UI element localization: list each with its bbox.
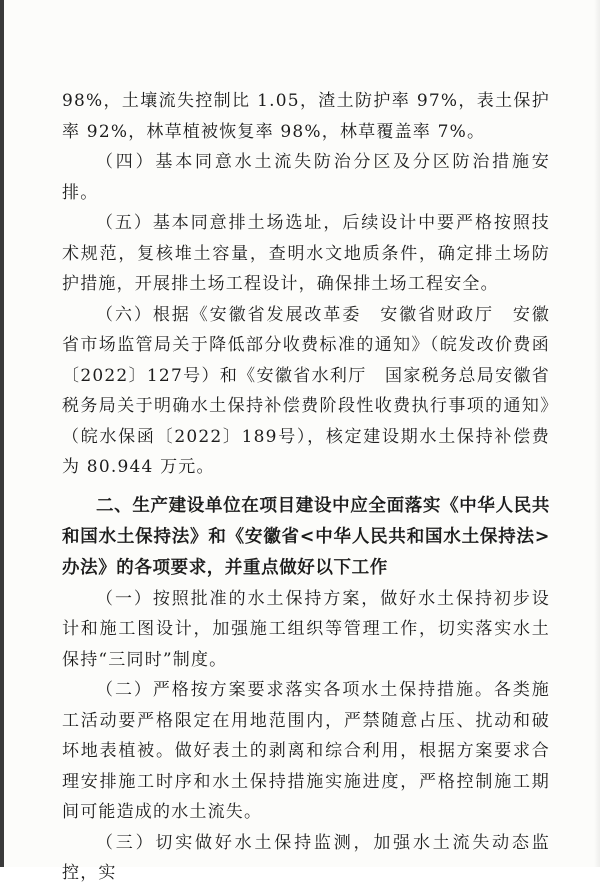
section-heading-2: 二、生产建设单位在项目建设中应全面落实《中华人民共和国水土保持法》和《安徽省<中华人民共和国水土保持法>办法》的各项要求，并重点做好以下工作 <box>62 495 550 578</box>
paragraph-requirement-1: （一）按照批准的水土保持方案，做好水土保持初步设计和施工图设计，加强施工组织等管理工作，切实落实水土保持“三同时”制度。 <box>62 588 550 670</box>
document-body <box>62 86 550 889</box>
scan-edge-shadow <box>594 0 600 867</box>
paragraph-item-5: （五）基本同意排土场选址，后续设计中要严格按照技术规范，复核堆土容量，查明水文地质条件，确定排土场防护措施，开展排土场工程设计，确保排土场工程安全。 <box>62 213 550 294</box>
paragraph-item-6: （六）根据《安徽省发展改革委 安徽省财政厅 安徽省市场监管局关于降低部分收费标准的通知》（皖发改价费函〔2022〕127号）和《安徽省水利厅 国家税务总局安徽省税务局关于明确水土保持补偿费阶段性收费执行事项的通知》（皖水保函〔2022〕189号），核定建设期水土保持补偿费为 80.944 万元。 <box>62 304 550 477</box>
paragraph-indicators-continued: 98%，土壤流失控制比 1.05，渣土防护率 97%，表土保护率 92%，林草植被恢复率 98%，林草覆盖率 7%。 <box>62 91 550 142</box>
paragraph-requirement-3: （三）切实做好水土保持监测，加强水土流失动态监控，实 <box>62 832 550 883</box>
paragraph-requirement-2: （二）严格按方案要求落实各项水土保持措施。各类施工活动要严格限定在用地范围内，严禁随意占压、扰动和破坏地表植被。做好表土的剥离和综合利用，根据方案要求合理安排施工时序和水土保持措施实施进度，严格控制施工期间可能造成的水土流失。 <box>62 680 550 822</box>
paragraph-item-4: （四）基本同意水土流失防治分区及分区防治措施安排。 <box>62 152 550 203</box>
